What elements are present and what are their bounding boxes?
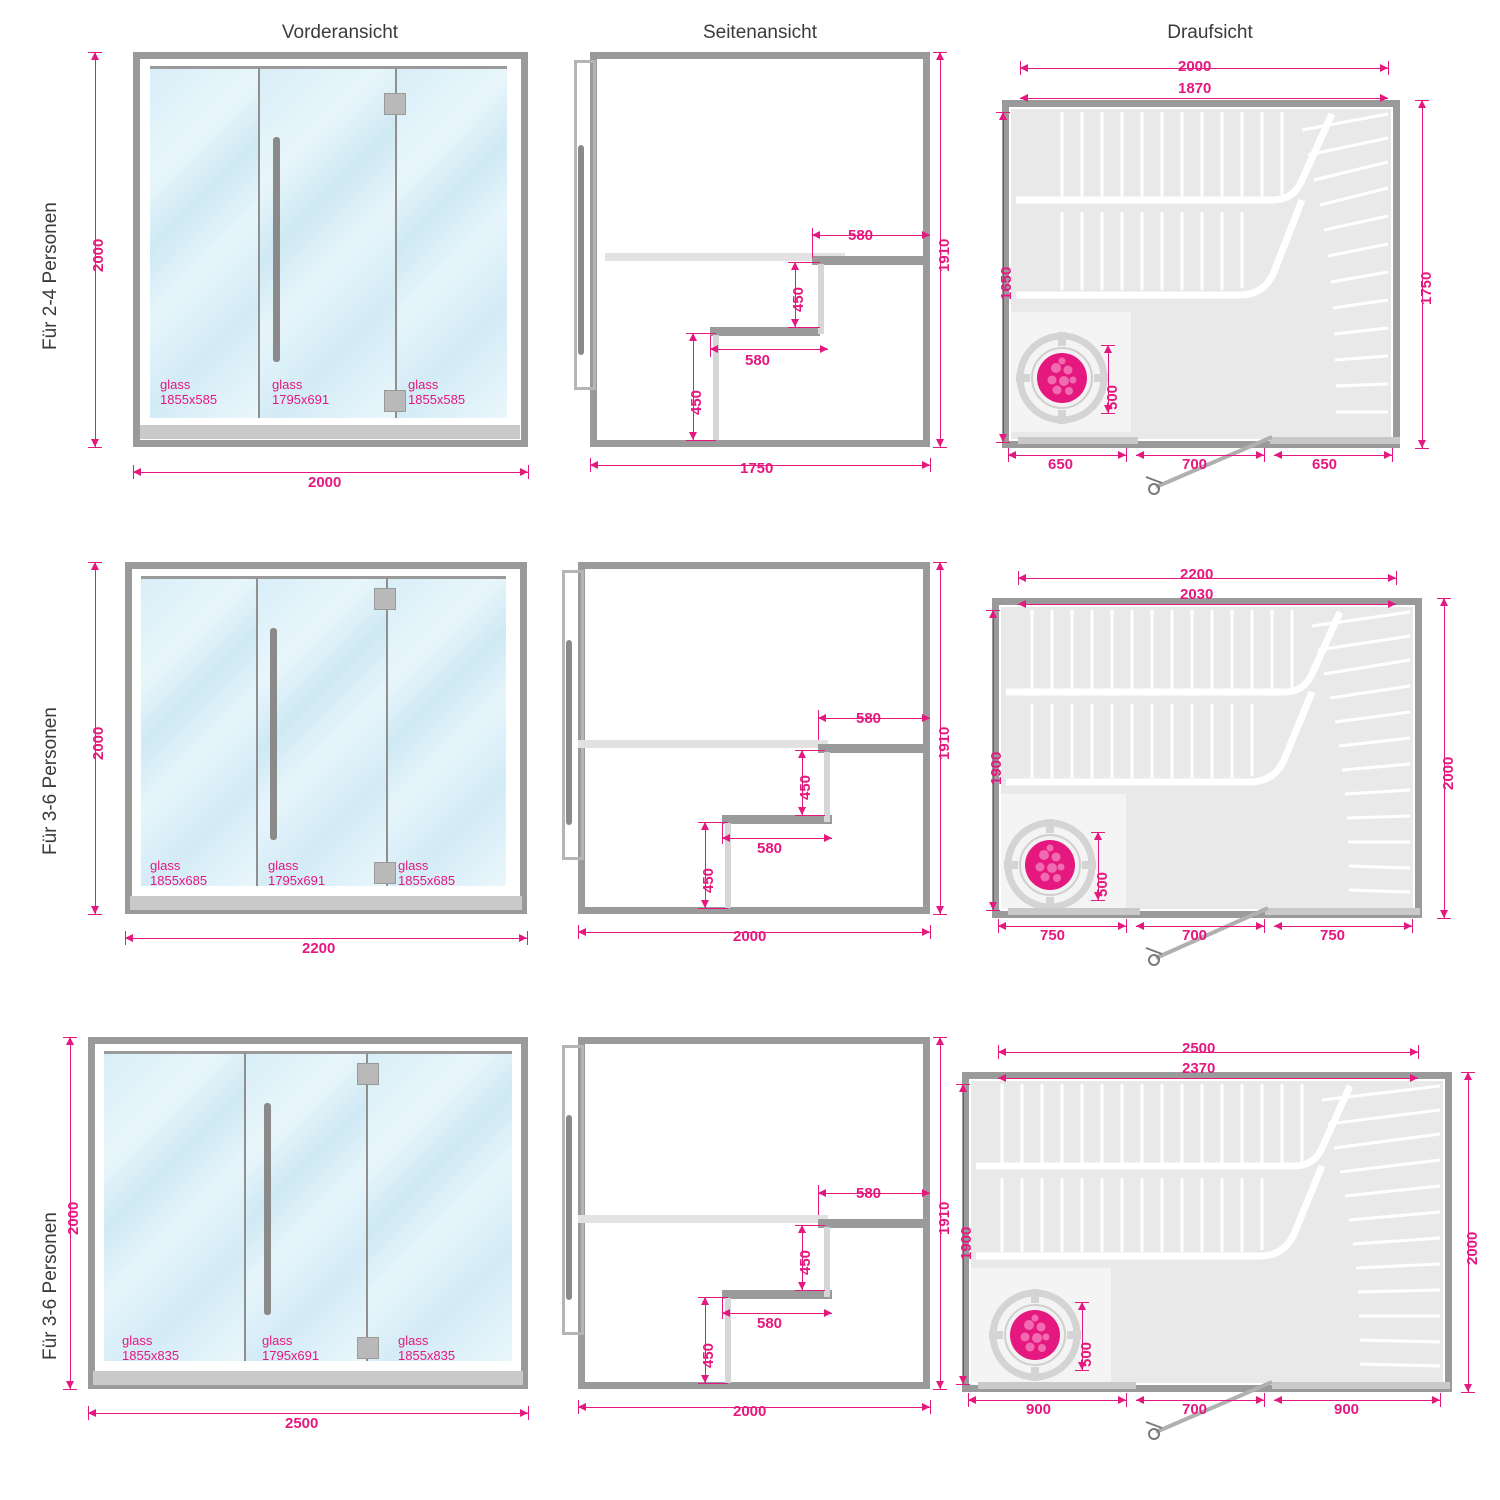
dim-lower-bench-height-row3: 450 [700,1342,717,1368]
glass-panel-right [388,578,506,886]
row-label-3: Für 3-6 Personen [40,1212,61,1360]
dim-side-width-row1: 1750 [740,460,774,477]
dim-top-inner-width-row2: 2030 [1180,586,1214,603]
dim-top-outer-depth-row2: 2000 [1440,756,1457,790]
dim-top-seg1-row1: 650 [1048,456,1074,473]
dim-side-height-row2: 1910 [936,726,953,760]
dim-upper-bench-depth-row1: 580 [848,227,874,244]
dim-top-seg2-row2: 700 [1182,927,1208,944]
dim-top-outer-depth-row3: 2000 [1464,1231,1481,1265]
column-title-front: Vorderansicht [281,22,399,43]
door-handle [273,137,280,362]
upper-bench [818,744,930,753]
dim-top-inner-depth-row2: 1900 [988,751,1005,785]
dim-top-seg2-row3: 700 [1182,1401,1208,1418]
dim-front-height-row1: 2000 [90,238,107,272]
dim-top-seg2-row1: 700 [1182,456,1208,473]
hinge-bottom [384,390,406,412]
dim-side-width-row2: 2000 [733,928,767,945]
dim-lower-bench-depth-row3: 580 [757,1315,783,1332]
dim-heater-row1: 500 [1104,384,1121,410]
dim-lower-bench-height-row2: 450 [700,867,717,893]
column-title-top: Draufsicht [1167,22,1253,43]
dim-upper-bench-height-row3: 450 [797,1249,814,1275]
heater-stove [985,1285,1085,1385]
dim-heater-row3: 500 [1078,1341,1095,1367]
hinge-top [357,1063,379,1085]
door-handle-side [566,640,572,825]
dim-top-seg3-row1: 650 [1312,456,1338,473]
dim-lower-bench-depth-row2: 580 [757,840,783,857]
glass-panel-left [104,1053,244,1361]
dim-top-outer-width-row3: 2500 [1182,1040,1216,1057]
glass-panel-right [397,68,507,418]
upper-bench [818,1219,930,1228]
glass-label-center: glass 1795x691 [262,1333,320,1363]
heater-stove [1000,815,1100,915]
dim-front-height-row3: 2000 [65,1201,82,1235]
dim-upper-bench-height-row2: 450 [797,774,814,800]
dim-top-seg1-row2: 750 [1040,927,1066,944]
lower-bench [710,327,820,336]
dim-lower-bench-depth-row1: 580 [745,352,771,369]
dim-side-height-row3: 1910 [936,1201,953,1235]
glass-label-left: glass 1855x685 [150,858,208,888]
dim-top-outer-width-row1: 2000 [1178,58,1212,75]
glass-panel-left [150,68,258,418]
glass-panel-left [141,578,256,886]
dim-heater-row2: 500 [1094,871,1111,897]
door-handle [270,628,277,840]
glass-label-left: glass 1855x585 [160,377,218,407]
door-swing [1140,437,1290,497]
row-label-1: Für 2-4 Personen [40,202,61,350]
upper-bench [812,256,930,265]
glass-label-center: glass 1795x691 [272,377,330,407]
glass-label-center: glass 1795x691 [268,858,326,888]
door-swing [1140,908,1290,968]
dim-upper-bench-depth-row2: 580 [856,710,882,727]
row-label-2: Für 3-6 Personen [40,707,61,855]
dim-side-height-row1: 1910 [936,238,953,272]
dim-lower-bench-height-row1: 450 [688,389,705,415]
dim-top-seg1-row3: 900 [1026,1401,1052,1418]
glass-label-right: glass 1855x835 [398,1333,456,1363]
dim-front-width-row2: 2200 [302,940,336,957]
glass-panel-right [368,1053,512,1361]
dim-top-seg3-row2: 750 [1320,927,1346,944]
hinge-top [384,93,406,115]
hinge-bottom [374,862,396,884]
dim-upper-bench-depth-row3: 580 [856,1185,882,1202]
dim-top-inner-width-row3: 2370 [1182,1060,1216,1077]
dim-front-width-row3: 2500 [285,1415,319,1432]
glass-label-right: glass 1855x585 [408,377,466,407]
dim-top-seg3-row3: 900 [1334,1401,1360,1418]
glass-label-right: glass 1855x685 [398,858,456,888]
hinge-bottom [357,1337,379,1359]
column-title-side: Seitenansicht [702,22,818,43]
dim-front-width-row1: 2000 [308,474,342,491]
door-handle-side [578,145,584,355]
glass-panel-center [260,68,395,418]
door-swing [1136,1382,1286,1442]
dim-side-width-row3: 2000 [733,1403,767,1420]
heater-stove [1012,328,1112,428]
lower-bench [722,1290,832,1299]
dim-top-outer-width-row2: 2200 [1180,566,1214,583]
dim-upper-bench-height-row1: 450 [790,286,807,312]
glass-label-left: glass 1855x835 [122,1333,180,1363]
hinge-top [374,588,396,610]
door-handle-side [566,1115,572,1300]
glass-panel-center [258,578,386,886]
dim-top-inner-depth-row3: 1900 [958,1226,975,1260]
dim-front-height-row2: 2000 [90,726,107,760]
dim-top-inner-depth-row1: 1650 [998,266,1015,300]
dim-top-outer-depth-row1: 1750 [1418,271,1435,305]
dim-top-inner-width-row1: 1870 [1178,80,1212,97]
lower-bench [722,815,832,824]
door-handle [264,1103,271,1315]
